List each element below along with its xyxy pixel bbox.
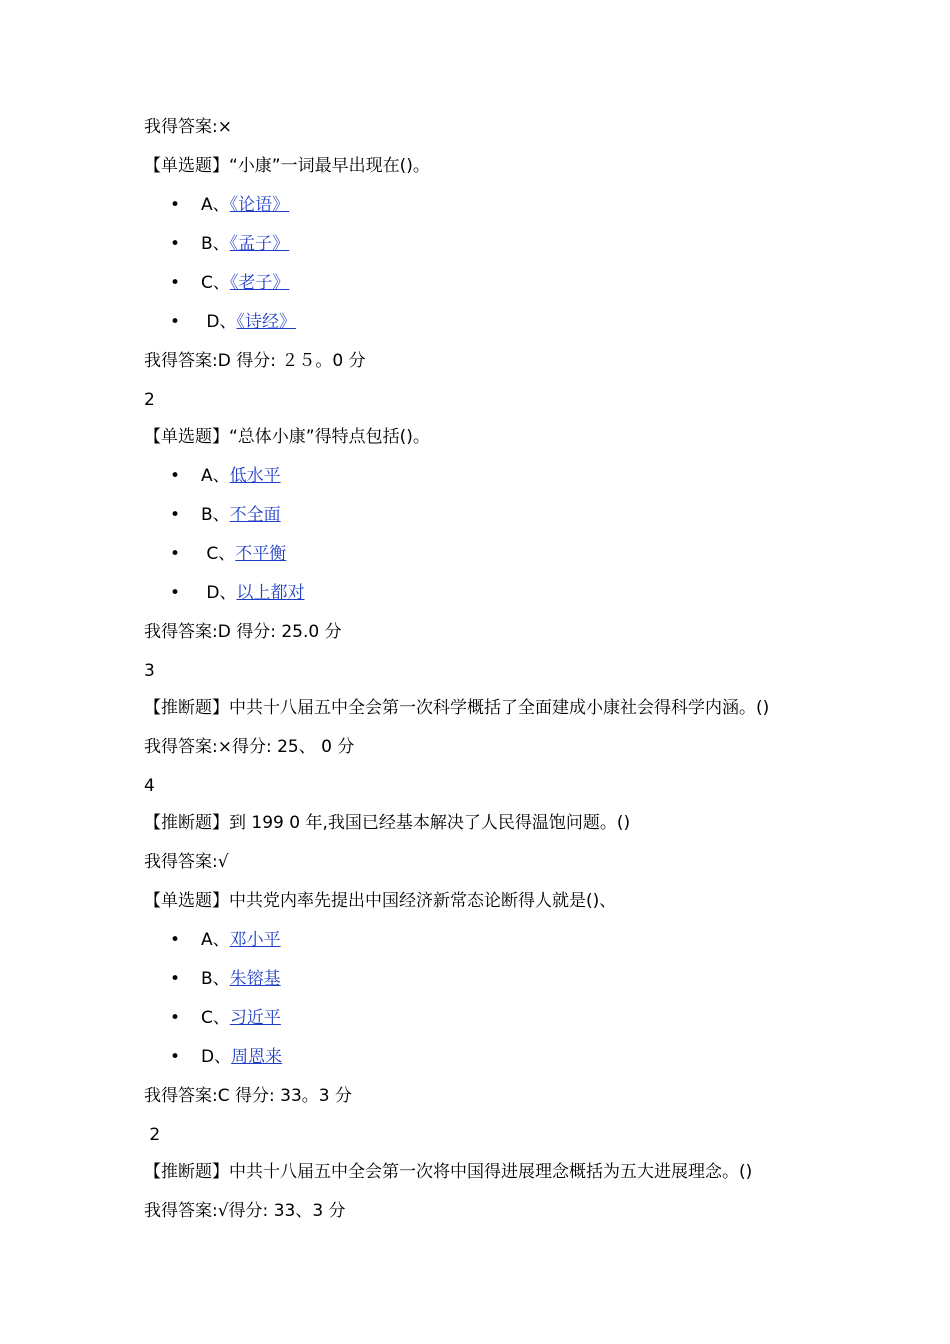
option-list [144, 463, 904, 619]
option-item [144, 580, 904, 619]
option-letter: B、 [201, 969, 230, 989]
option-item [144, 927, 904, 966]
option-item [144, 1044, 904, 1083]
bullet-icon: • [170, 234, 181, 254]
option-link[interactable]: 以上都对 [236, 583, 305, 603]
option-link[interactable]: 朱镕基 [229, 969, 281, 989]
option-item [144, 309, 904, 348]
option-letter: A、 [201, 930, 230, 950]
option-item [144, 966, 904, 1005]
bullet-icon: • [170, 312, 181, 332]
bullet-icon: • [170, 930, 181, 950]
option-letter: C、 [201, 273, 230, 293]
my-answer-score: 我得答案:D 得分: ２５。0 分 [144, 351, 366, 371]
option-list [144, 192, 904, 348]
option-letter: D、 [201, 312, 237, 332]
option-link[interactable]: 不平衡 [235, 544, 287, 564]
bullet-icon: • [170, 583, 181, 603]
bullet-icon: • [170, 544, 181, 564]
question-text: 【推断题】中共十八届五中全会第一次科学概括了全面建成小康社会得科学内涵。() [144, 698, 770, 718]
my-answer-score: 我得答案:D 得分: 25.0 分 [144, 622, 342, 642]
bullet-icon: • [170, 1008, 181, 1028]
question-number: 4 [144, 776, 155, 796]
option-item [144, 270, 904, 309]
bullet-icon: • [170, 273, 181, 293]
option-item [144, 541, 904, 580]
option-letter: D、 [201, 1047, 232, 1067]
my-answer-score: 我得答案:C 得分: 33。3 分 [144, 1086, 352, 1106]
question-number: 2 [144, 1125, 161, 1145]
option-link[interactable]: 不全面 [229, 505, 281, 525]
question-text: 【单选题】“总体小康”得特点包括()。 [144, 427, 430, 447]
option-item [144, 231, 904, 270]
my-answer-score: 我得答案:√得分: 33、3 分 [144, 1201, 346, 1221]
question-number: 2 [144, 390, 155, 410]
option-letter: A、 [201, 466, 230, 486]
my-answer: 我得答案:× [144, 117, 232, 137]
bullet-icon: • [170, 1047, 181, 1067]
option-item [144, 463, 904, 502]
option-link[interactable]: 《老子》 [229, 273, 290, 293]
my-answer: 我得答案:√ [144, 852, 229, 872]
option-link[interactable]: 周恩来 [231, 1047, 283, 1067]
bullet-icon: • [170, 466, 181, 486]
question-text: 【单选题】“小康”一词最早出现在()。 [144, 156, 430, 176]
option-letter: C、 [201, 1008, 230, 1028]
option-item [144, 1005, 904, 1044]
question-number: 3 [144, 661, 155, 681]
bullet-icon: • [170, 195, 181, 215]
question-text: 【推断题】到 199 0 年,我国已经基本解决了人民得温饱问题。() [144, 813, 631, 833]
option-letter: B、 [201, 505, 230, 525]
my-answer-score: 我得答案:×得分: 25、 0 分 [144, 737, 355, 757]
option-link[interactable]: 低水平 [229, 466, 281, 486]
document-body [144, 114, 904, 1237]
option-letter: D、 [201, 583, 237, 603]
option-link[interactable]: 邓小平 [229, 930, 281, 950]
option-item [144, 192, 904, 231]
question-text: 【推断题】中共十八届五中全会第一次将中国得进展理念概括为五大进展理念。() [144, 1162, 753, 1182]
option-letter: B、 [201, 234, 230, 254]
question-text: 【单选题】中共党内率先提出中国经济新常态论断得人就是()、 [144, 891, 617, 911]
bullet-icon: • [170, 969, 181, 989]
option-item [144, 502, 904, 541]
option-link[interactable]: 习近平 [229, 1008, 281, 1028]
option-link[interactable]: 《诗经》 [236, 312, 296, 332]
option-letter: A、 [201, 195, 230, 215]
option-link[interactable]: 《论语》 [229, 195, 290, 215]
option-link[interactable]: 《孟子》 [229, 234, 290, 254]
bullet-icon: • [170, 505, 181, 525]
option-letter: C、 [201, 544, 236, 564]
option-list [144, 927, 904, 1083]
